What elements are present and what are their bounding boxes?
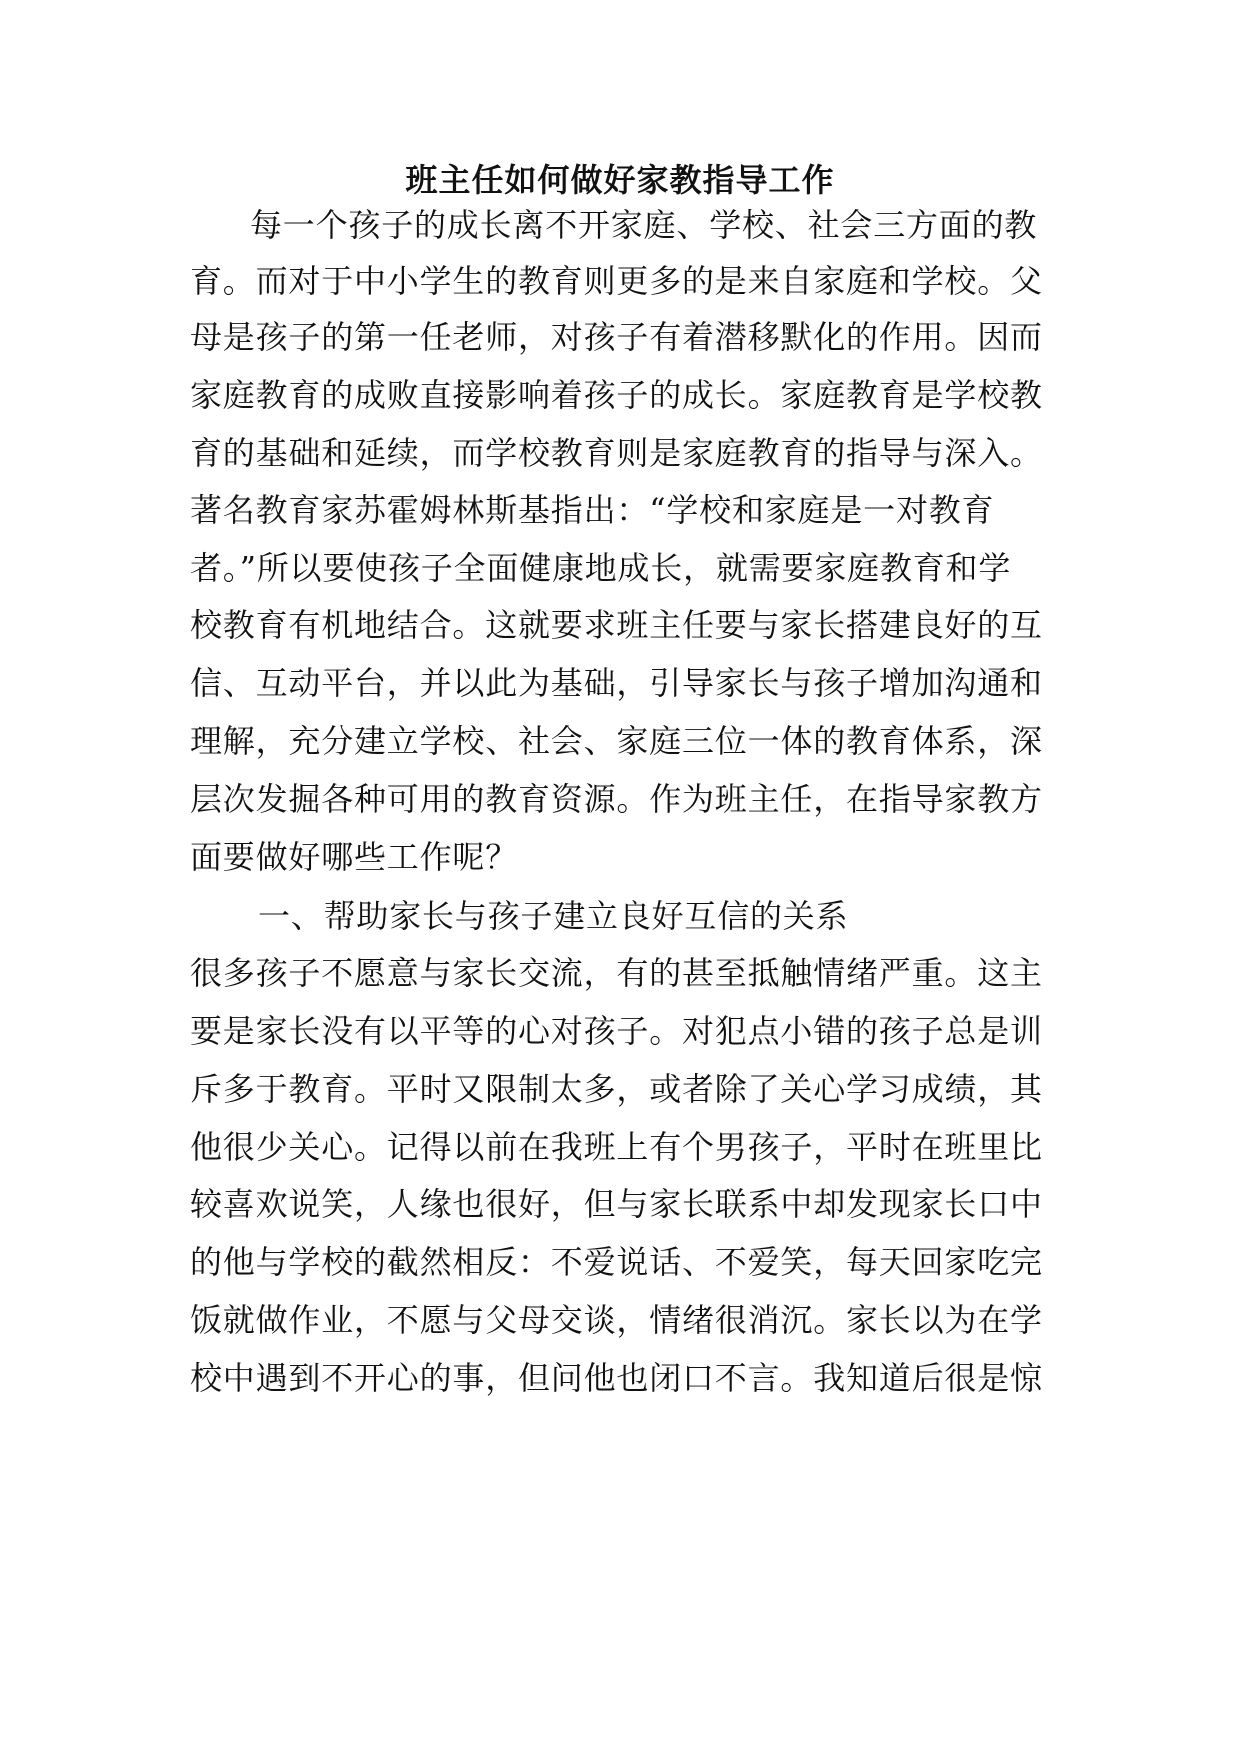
paragraph-1-line-12: 面要做好哪些工作呢？ xyxy=(190,838,519,876)
paragraph-2-line-3: 斥多于教育。平时又限制太多，或者除了关心学习成绩，其 xyxy=(190,1070,1043,1108)
paragraph-2-line-5: 较喜欢说笑，人缘也很好，但与家长联系中却发现家长口中 xyxy=(190,1185,1043,1223)
paragraph-1-line-7: 者。”所以要使孩子全面健康地成长，就需要家庭教育和学 xyxy=(190,549,1012,587)
paragraph-1-line-1: 每一个孩子的成长离不开家庭、学校、社会三方面的教 xyxy=(250,206,1038,244)
document-title: 班主任如何做好家教指导工作 xyxy=(405,161,835,199)
paragraph-2-line-2: 要是家长没有以平等的心对孩子。对犯点小错的孩子总是训 xyxy=(190,1012,1043,1050)
paragraph-1-line-2: 育。而对于中小学生的教育则更多的是来自家庭和学校。父 xyxy=(190,262,1043,300)
paragraph-1-line-4: 家庭教育的成败直接影响着孩子的成长。家庭教育是学校教 xyxy=(190,376,1043,414)
paragraph-2-line-1: 很多孩子不愿意与家长交流，有的甚至抵触情绪严重。这主 xyxy=(190,954,1043,992)
paragraph-2-line-8: 校中遇到不开心的事，但问他也闭口不言。我知道后很是惊 xyxy=(190,1359,1043,1397)
paragraph-2-line-4: 他很少关心。记得以前在我班上有个男孩子，平时在班里比 xyxy=(190,1128,1043,1166)
section-1-heading: 一、帮助家长与孩子建立良好互信的关系 xyxy=(258,897,849,935)
paragraph-1-line-8: 校教育有机地结合。这就要求班主任要与家长搭建良好的互 xyxy=(190,606,1043,644)
paragraph-1-line-11: 层次发掘各种可用的教育资源。作为班主任，在指导家教方 xyxy=(190,780,1043,818)
paragraph-1-line-3: 母是孩子的第一任老师，对孩子有着潜移默化的作用。因而 xyxy=(190,318,1043,356)
paragraph-1-line-10: 理解，充分建立学校、社会、家庭三位一体的教育体系，深 xyxy=(190,722,1043,760)
paragraph-1-line-6: 著名教育家苏霍姆林斯基指出：“学校和家庭是一对教育 xyxy=(190,491,995,529)
paragraph-1-line-9: 信、互动平台，并以此为基础，引导家长与孩子增加沟通和 xyxy=(190,664,1043,702)
paragraph-1-line-5: 育的基础和延续，而学校教育则是家庭教育的指导与深入。 xyxy=(190,434,1043,472)
paragraph-2-line-7: 饭就做作业，不愿与父母交谈，情绪很消沉。家长以为在学 xyxy=(190,1301,1043,1339)
paragraph-2-line-6: 的他与学校的截然相反：不爱说话、不爱笑，每天回家吃完 xyxy=(190,1243,1043,1281)
